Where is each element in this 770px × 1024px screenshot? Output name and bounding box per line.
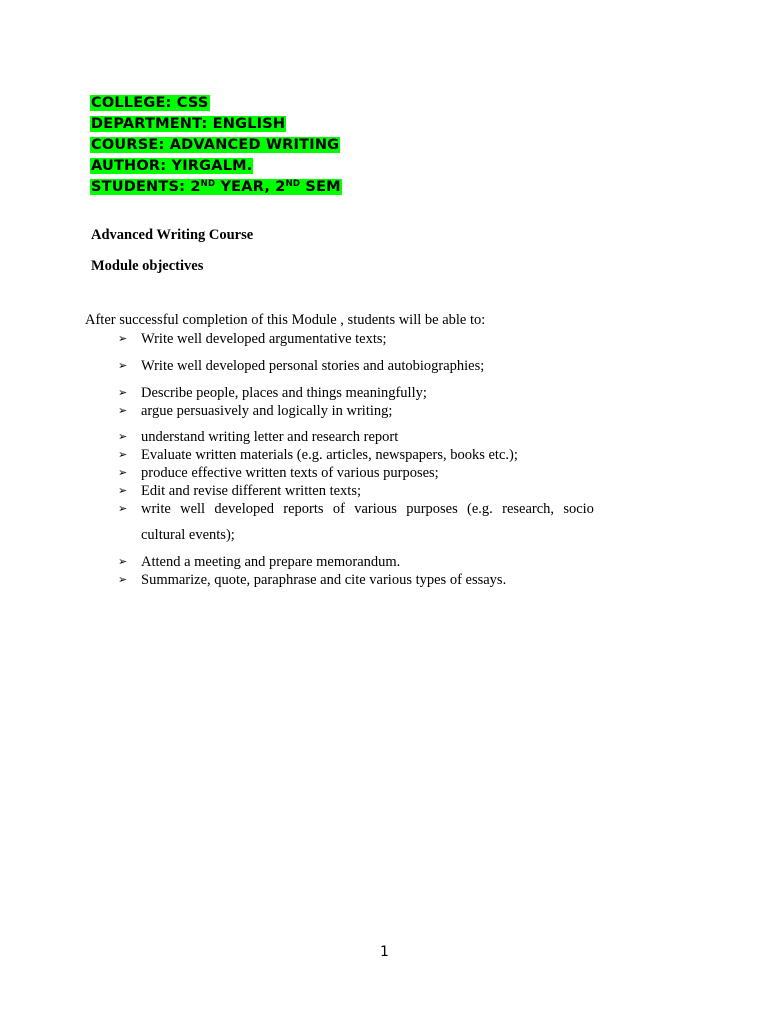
arrow-bullet-icon: ➢ <box>118 555 128 568</box>
course-line: COURSE: ADVANCED WRITING <box>91 137 340 153</box>
course-title: Advanced Writing Course <box>91 227 254 243</box>
list-item: ➢ understand writing letter and research report <box>118 429 399 445</box>
intro-text: After successful completion of this Module , students will be able to: <box>85 312 486 328</box>
list-item: ➢ Edit and revise different written texts; <box>118 483 361 499</box>
arrow-bullet-icon: ➢ <box>118 448 128 461</box>
arrow-bullet-icon: ➢ <box>118 484 128 497</box>
objectives-list <box>118 384 427 420</box>
list-item: ➢ Write well developed personal stories and autobiographies; <box>118 358 485 374</box>
arrow-bullet-icon: ➢ <box>118 404 128 417</box>
arrow-bullet-icon: ➢ <box>118 573 128 586</box>
arrow-bullet-icon: ➢ <box>118 502 128 515</box>
objectives-list <box>118 357 484 375</box>
arrow-bullet-icon: ➢ <box>118 466 128 479</box>
list-item: ➢ Evaluate written materials (e.g. articles, newspapers, books etc.); <box>118 447 518 463</box>
list-item: ➢ produce effective written texts of various purposes; <box>118 465 439 481</box>
college-line: COLLEGE: CSS <box>91 95 209 111</box>
arrow-bullet-icon: ➢ <box>118 386 128 399</box>
list-item: ➢ argue persuasively and logically in writing; <box>118 403 393 419</box>
module-objectives-heading: Module objectives <box>91 258 204 274</box>
list-item: ➢ Describe people, places and things meaningfully; <box>118 385 427 401</box>
objectives-list <box>118 330 387 348</box>
author-line: AUTHOR: YIRGALM. <box>91 158 253 174</box>
arrow-bullet-icon: ➢ <box>118 332 128 345</box>
objectives-list <box>118 553 506 589</box>
objectives-list <box>118 428 594 544</box>
continuation-line: cultural events); <box>141 527 235 543</box>
department-line: DEPARTMENT: ENGLISH <box>91 116 286 132</box>
arrow-bullet-icon: ➢ <box>118 359 128 372</box>
document-header <box>90 92 342 197</box>
list-item <box>118 500 594 544</box>
students-line: STUDENTS: 2ND YEAR, 2ND SEM <box>91 179 341 195</box>
arrow-bullet-icon: ➢ <box>118 430 128 443</box>
list-item: ➢ Write well developed argumentative texts; <box>118 331 387 347</box>
list-item: ➢ Summarize, quote, paraphrase and cite various types of essays. <box>118 572 507 588</box>
list-item: ➢ Attend a meeting and prepare memorandum. <box>118 554 401 570</box>
page-number: 1 <box>380 944 389 960</box>
justified-line: write well developed reports of various purposes (e.g. research, socio <box>141 501 594 517</box>
